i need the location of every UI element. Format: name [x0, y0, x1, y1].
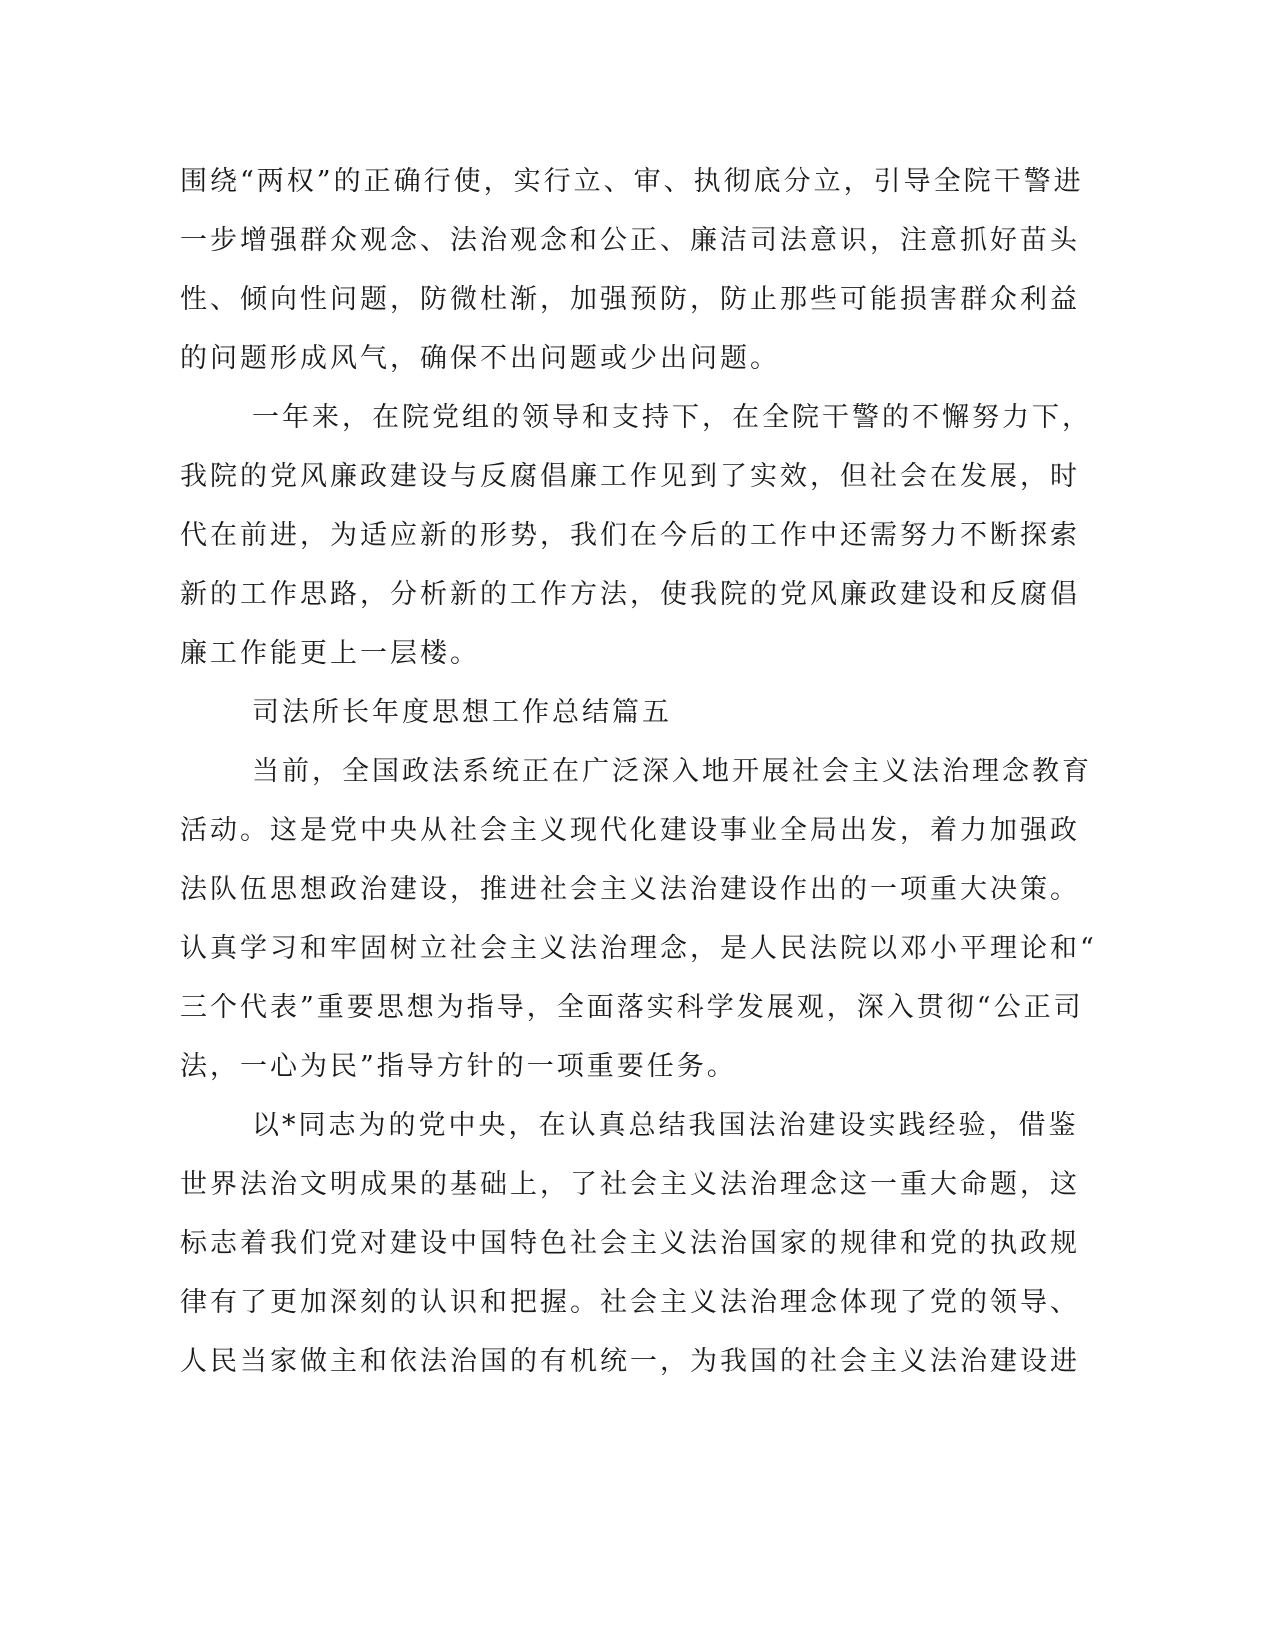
text-line	[0, 1106, 1275, 1146]
text-line	[0, 280, 1275, 320]
text-line-content: 世界法治文明成果的基础上，了社会主义法治理念这一重大命题，这	[180, 1169, 1080, 1200]
text-line-content: 我院的党风廉政建设与反腐倡廉工作见到了实效，但社会在发展，时	[180, 461, 1080, 492]
text-line-content: 代在前进，为适应新的形势，我们在今后的工作中还需努力不断探索	[180, 520, 1080, 551]
text-line	[0, 398, 1275, 438]
text-line-content: 标志着我们党对建设中国特色社会主义法治国家的规律和党的执政规	[180, 1228, 1080, 1259]
text-line	[0, 1342, 1275, 1382]
text-line-content: 以*同志为的党中央，在认真总结我国法治建设实践经验，借鉴	[252, 1110, 1079, 1141]
text-line	[0, 634, 1275, 674]
text-line	[0, 1283, 1275, 1323]
text-line	[0, 811, 1275, 851]
text-line-content: 廉工作能更上一层楼。	[180, 638, 480, 669]
text-line-content: 司法所长年度思想工作总结篇五	[252, 697, 672, 728]
section-heading	[0, 693, 1275, 733]
text-line-content: 人民当家做主和依法治国的有机统一，为我国的社会主义法治建设进	[180, 1346, 1080, 1377]
text-line-content: 法，一心为民”指导方针的一项重要任务。	[180, 1051, 737, 1082]
text-line	[0, 929, 1275, 969]
text-line	[0, 575, 1275, 615]
text-line	[0, 162, 1275, 202]
text-line	[0, 1047, 1275, 1087]
text-line-content: 三个代表”重要思想为指导，全面落实科学发展观，深入贯彻“公正司	[180, 992, 1084, 1023]
text-line-content: 认真学习和牢固树立社会主义法治理念，是人民法院以邓小平理论和“	[180, 933, 1097, 964]
text-line-content: 一步增强群众观念、法治观念和公正、廉洁司法意识，注意抓好苗头	[180, 225, 1080, 256]
text-line-content: 律有了更加深刻的认识和把握。社会主义法治理念体现了党的领导、	[180, 1287, 1080, 1318]
text-line-content: 活动。这是党中央从社会主义现代化建设事业全局出发，着力加强政	[180, 815, 1080, 846]
text-line	[0, 457, 1275, 497]
text-line	[0, 1224, 1275, 1264]
text-line-content: 当前，全国政法系统正在广泛深入地开展社会主义法治理念教育	[252, 756, 1092, 787]
text-line-content: 法队伍思想政治建设，推进社会主义法治建设作出的一项重大决策。	[180, 874, 1080, 905]
text-line	[0, 221, 1275, 261]
text-line	[0, 870, 1275, 910]
text-line	[0, 1165, 1275, 1205]
text-line	[0, 988, 1275, 1028]
text-line-content: 新的工作思路，分析新的工作方法，使我院的党风廉政建设和反腐倡	[180, 579, 1080, 610]
text-line-content: 一年来，在院党组的领导和支持下，在全院干警的不懈努力下，	[252, 402, 1092, 433]
text-line-content: 性、倾向性问题，防微杜渐，加强预防，防止那些可能损害群众利益	[180, 284, 1080, 315]
text-line	[0, 339, 1275, 379]
text-line	[0, 516, 1275, 556]
text-line-content: 围绕“两权”的正确行使，实行立、审、执彻底分立，引导全院干警进	[180, 166, 1084, 197]
text-line-content: 的问题形成风气，确保不出问题或少出问题。	[180, 343, 780, 374]
text-line	[0, 752, 1275, 792]
